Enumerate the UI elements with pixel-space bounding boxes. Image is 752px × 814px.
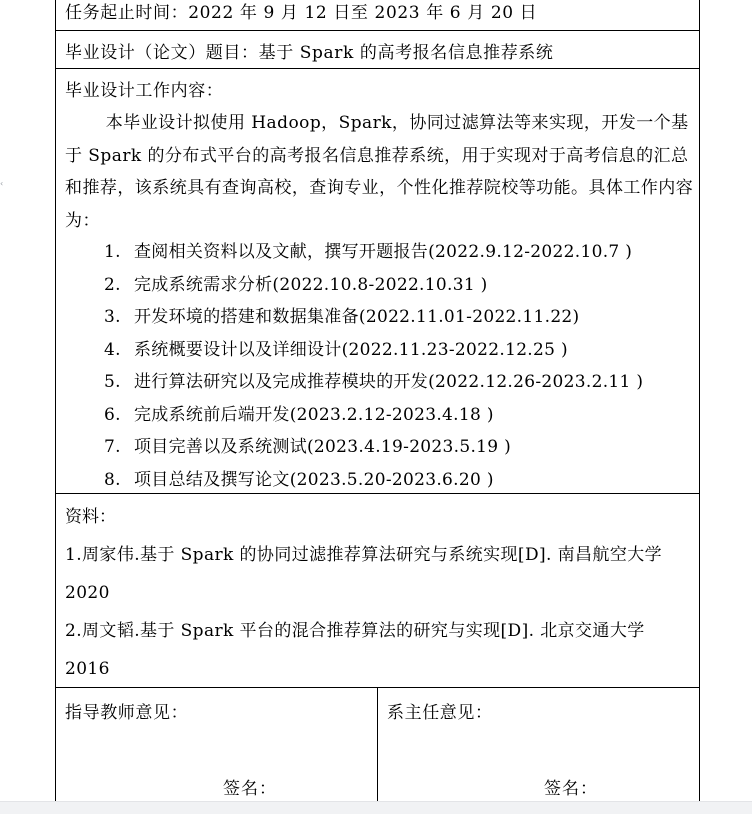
- task-number: 8.: [104, 469, 121, 490]
- list-item: [104, 464, 643, 497]
- director-opinion-label: 系主任意见：: [387, 703, 493, 723]
- task-text: 系统概要设计以及详细设计(2022.11.23-2022.12.25 ): [134, 339, 568, 360]
- task-text: 查阅相关资料以及文献，撰写开题报告(2022.9.12-2022.10.7 ): [134, 242, 633, 262]
- work-description: 本毕业设计拟使用 Hadoop，Spark，协同过滤算法等来实现，开发一个基于 Spark 的分布式平台的高考报名信息推荐系统，用于实现对于高考信息的汇总和推荐，该系统具有查询高校，查询专业，个性化推荐院校等功能。具体工作内容为：: [65, 113, 694, 231]
- task-number: 7.: [104, 437, 121, 457]
- reference-item: 2.周文韬.基于 Spark 平台的混合推荐算法的研究与实现[D]. 北京交通大学 2016: [65, 621, 645, 679]
- task-text: 项目总结及撰写论文(2023.5.20-2023.6.20 ): [134, 469, 494, 490]
- task-text: 进行算法研究以及完成推荐模块的开发(2022.12.26-2023.2.11 ): [134, 372, 644, 392]
- schedule-row: [56, 0, 699, 31]
- reference-item: 1.周家伟.基于 Spark 的协同过滤推荐算法研究与系统实现[D]. 南昌航空大学 2020: [65, 545, 663, 603]
- task-number: 1.: [104, 242, 121, 262]
- references-heading: 资料：: [65, 507, 116, 527]
- task-form-table: [55, 0, 700, 814]
- task-text: 开发环境的搭建和数据集准备(2022.11.01-2022.11.22): [134, 307, 580, 327]
- work-content-row: [56, 69, 699, 494]
- task-text: 项目完善以及系统测试(2023.4.19-2023.5.19 ): [134, 437, 512, 457]
- list-item: [104, 269, 643, 302]
- director-opinion-cell: [378, 688, 699, 814]
- scroll-marker-icon: ‹: [0, 179, 4, 188]
- list-item: [104, 431, 643, 464]
- work-heading: 毕业设计工作内容：: [65, 81, 224, 101]
- task-number: 2.: [104, 274, 121, 295]
- task-number: 4.: [104, 339, 121, 360]
- opinions-row: [56, 688, 699, 814]
- list-item: [104, 236, 643, 269]
- list-item: [104, 301, 643, 334]
- task-text: 完成系统前后端开发(2023.2.12-2023.4.18 ): [134, 404, 494, 425]
- task-number: 6.: [104, 404, 121, 425]
- thesis-title-row: [56, 31, 699, 69]
- list-item: [104, 399, 643, 432]
- references-row: [56, 494, 699, 688]
- advisor-signature-label: 签名：: [223, 779, 277, 799]
- task-list: [104, 236, 643, 496]
- advisor-opinion-label: 指导教师意见：: [65, 703, 189, 723]
- list-item: [104, 334, 643, 367]
- task-number: 5.: [104, 372, 121, 392]
- viewer-bottom-bar: [0, 801, 752, 814]
- advisor-opinion-cell: [56, 688, 378, 814]
- list-item: [104, 366, 643, 399]
- task-number: 3.: [104, 307, 121, 327]
- thesis-title: 毕业设计（论文）题目：基于 Spark 的高考报名信息推荐系统: [65, 43, 554, 63]
- task-text: 完成系统需求分析(2022.10.8-2022.10.31 ): [134, 274, 488, 295]
- references-list: [65, 536, 695, 688]
- director-signature-label: 签名：: [544, 779, 598, 799]
- schedule-text: 任务起止时间：2022 年 9 月 12 日至 2023 年 6 月 20 日: [65, 3, 538, 23]
